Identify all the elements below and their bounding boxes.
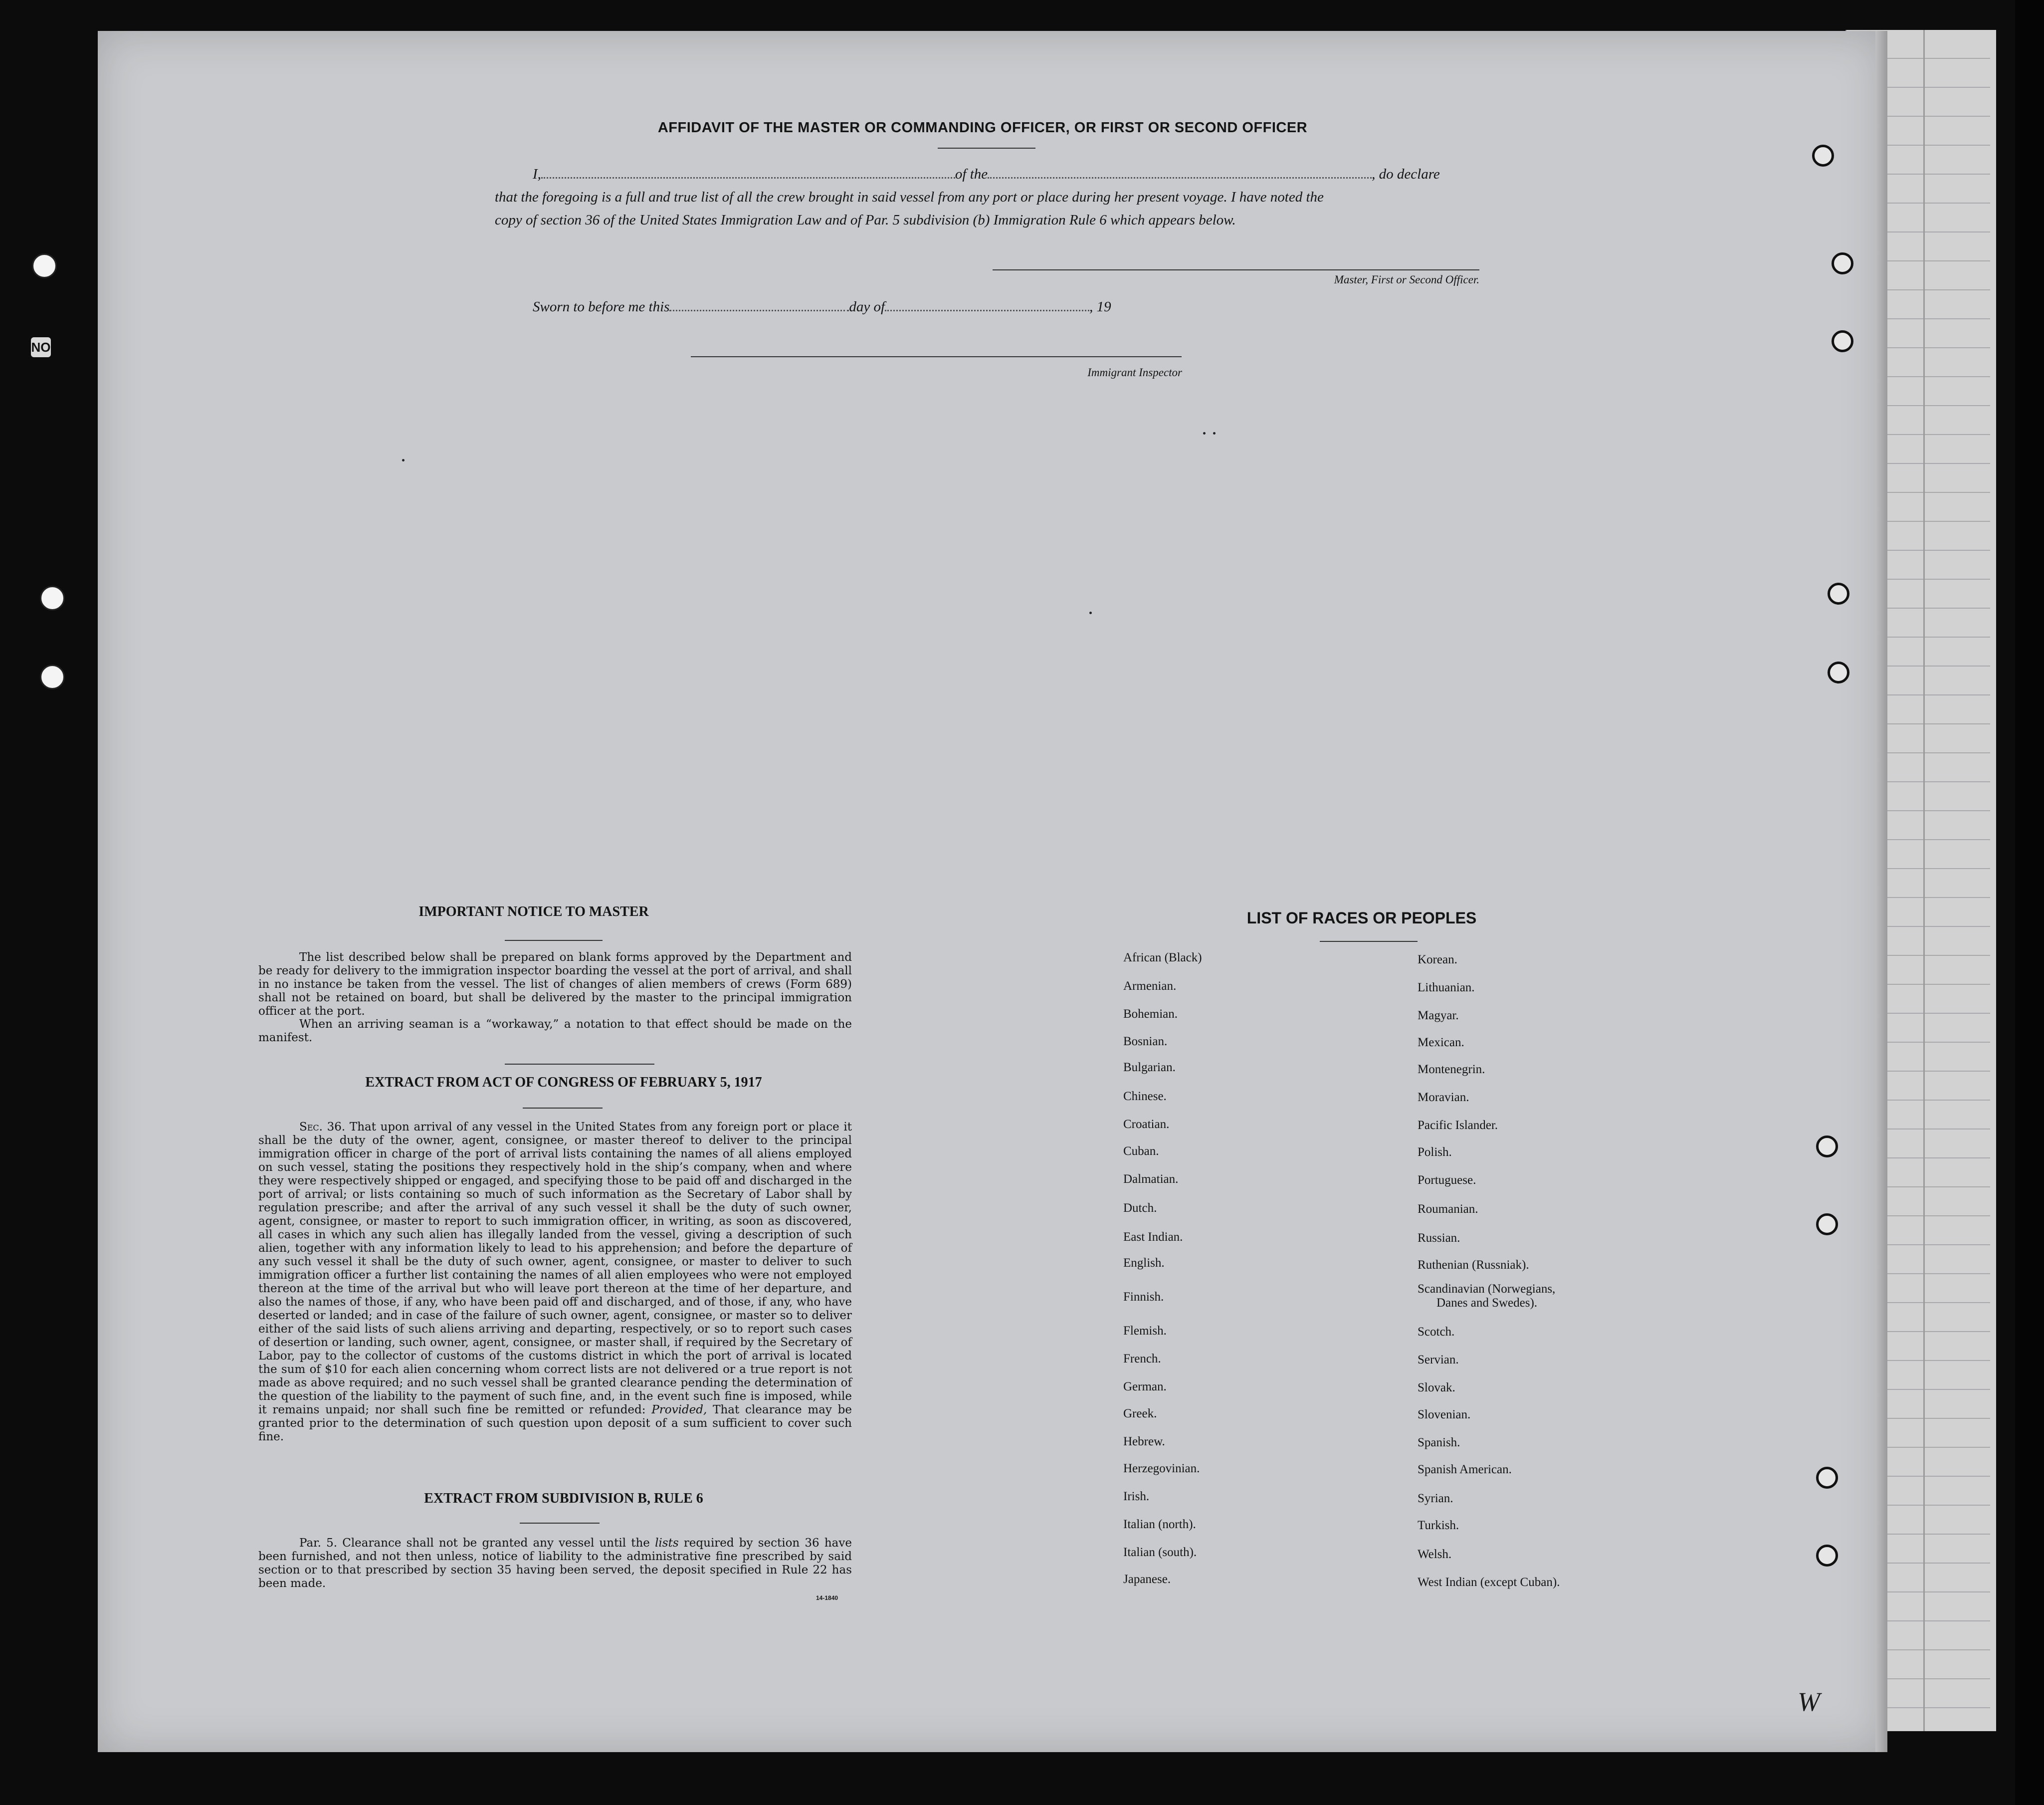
speck <box>1203 432 1206 435</box>
race-item: Armenian. <box>1123 979 1177 993</box>
race-item: Portuguese. <box>1418 1173 1476 1187</box>
ledger-margin-line <box>1923 30 1925 1731</box>
act-title: EXTRACT FROM ACT OF CONGRESS OF FEBRUARY 5, 1917 <box>365 1075 762 1090</box>
notice-divider <box>505 1064 654 1065</box>
race-item: Pacific Islander. <box>1418 1119 1498 1132</box>
punch-hole <box>1832 330 1853 352</box>
ledger-rule-lines <box>1875 30 1990 1731</box>
race-item: Dutch. <box>1123 1201 1157 1215</box>
handwritten-mark: W <box>1798 1687 1820 1717</box>
race-item: East Indian. <box>1123 1230 1183 1244</box>
notice-para-1: The list described below shall be prepared on blank forms approved by the Department and be ready for delivery to the immigration inspector boarding the vessel at the port of arrival, and shall in no instance be taken from the vessel. The list of changes of alien members of crews (Form 689) shall not be retained on board, but shall be delivered by the master to the principal immigration officer at the port. <box>258 951 852 1018</box>
race-item: German. <box>1123 1380 1167 1393</box>
vessel-blank[interactable] <box>988 165 1372 179</box>
rule-body <box>258 1537 852 1590</box>
binder-hole <box>40 586 65 611</box>
act-body <box>258 1121 852 1444</box>
race-item: West Indian (except Cuban). <box>1418 1576 1560 1589</box>
race-item: Finnish. <box>1123 1290 1164 1304</box>
race-item: Italian (north). <box>1123 1518 1196 1531</box>
race-item: Bosnian. <box>1123 1035 1168 1048</box>
punch-hole <box>1816 1467 1838 1489</box>
rule-body-post: required by section 36 have been furnished, and not then unless, notice of liability to the administrative fine prescribed by said section or to that prescribed by section 35 having been served, the deposit specified in Rule 22 has been made. <box>258 1537 852 1590</box>
sworn-month-blank[interactable] <box>885 298 1089 311</box>
margin-stamp: NO <box>31 337 51 357</box>
race-item: Russian. <box>1418 1231 1460 1245</box>
race-item: Bulgarian. <box>1123 1061 1176 1074</box>
race-item: Croatian. <box>1123 1118 1170 1131</box>
race-item: French. <box>1123 1352 1161 1365</box>
race-item: Japanese. <box>1123 1573 1171 1586</box>
race-item: Herzegovinian. <box>1123 1462 1200 1475</box>
act-tail: That clearance may be granted prior to the determination of such question upon deposit of a sum sufficient to cover such fine. <box>258 1403 852 1443</box>
inspector-signature-line[interactable] <box>691 356 1182 357</box>
race-item: Flemish. <box>1123 1324 1167 1338</box>
act-body-text: That upon arrival of any vessel in the United States from any foreign port or place it shall be the duty of the owner, agent, consignee, or master thereof to deliver to the principal immigration officer in charge of the port of arrival lists containing the names of all aliens employed on such vessel, stating the positions they respectively hold in the ship’s company, when and where they were respectively shipped or engaged, and specifying those to be paid off and discharged in the port of arrival; or lists containing so much of such information as the Secretary of Labor shall by regulation prescribe; and after the arrival of any such vessel it shall be the duty of such owner, agent, consignee, or master to report to such immigration officer, in writing, as soon as discovered, all cases in which any such alien has illegally landed from the vessel, giving a description of such alien, together with any information likely to lead to his apprehension; and before the departure of any such vessel it shall be the duty of such owner, agent, consignee, or master to deliver to such immigration officer a further list containing the names of all alien employees who were not employed thereon at the time of the arrival but who will leave port thereon at the time of her departure, and also the names of those, if any, who have been paid off and discharged, and of those, if any, who have deserted or landed; and in case of the failure of such owner, agent, consignee, or master so to deliver either of the said lists of such aliens arriving and departing, respectively, or so to report such cases of desertion or landing, such owner, agent, consignee, or master shall, if required by the Secretary of Labor, pay to the collector of customs of the customs district in which the port of arrival is located the sum of $10 for each alien concerning whom correct lists are not delivered or a true report is not made as above required; and no such vessel shall be granted clearance pending the determination of the question of the liability to the payment of such fine, and, in the event such fine is imposed, while it remains unpaid; nor shall such fine be remitted or refunded: <box>258 1121 852 1416</box>
sworn-year: , 19 <box>1089 299 1111 315</box>
race-item: Bohemian. <box>1123 1007 1178 1021</box>
speck <box>402 459 405 461</box>
sworn-day-blank[interactable] <box>669 298 849 311</box>
race-item: English. <box>1123 1256 1165 1270</box>
notice-title: IMPORTANT NOTICE TO MASTER <box>418 904 649 919</box>
race-item: Scandinavian (Norwegians, <box>1418 1282 1556 1296</box>
race-item: Hebrew. <box>1123 1435 1165 1448</box>
affidavit-line-1 <box>533 163 1480 186</box>
rule-body-lists: lists <box>655 1537 679 1550</box>
name-blank[interactable] <box>541 165 955 179</box>
act-underline <box>523 1108 603 1109</box>
race-item: Spanish American. <box>1418 1463 1512 1476</box>
punch-hole <box>1828 583 1849 605</box>
speck <box>1089 612 1092 614</box>
master-signature-line[interactable] <box>993 269 1479 270</box>
race-item: Montenegrin. <box>1418 1063 1485 1076</box>
punch-hole <box>1816 1135 1838 1157</box>
title-underline <box>938 148 1035 149</box>
act-sec-label: Sec. 36. <box>299 1121 346 1133</box>
punch-hole <box>1816 1213 1838 1235</box>
sworn-day-of: day of <box>849 299 885 315</box>
notice-para-2: When an arriving seaman is a “workaway,” a notation to that effect should be made on the manifest. <box>258 1018 852 1044</box>
race-item: Korean. <box>1418 953 1457 966</box>
affidavit-line-3: copy of section 36 of the United States Immigration Law and of Par. 5 subdivision (b) Immigration Rule 6 which appears below. <box>495 212 1236 228</box>
race-item: Polish. <box>1418 1145 1452 1159</box>
race-item: Spanish. <box>1418 1436 1460 1449</box>
affidavit-line-2: that the foregoing is a full and true list of all the crew brought in said vessel from any port or place during her present voyage. I have noted the <box>495 189 1324 205</box>
rule-underline <box>520 1523 600 1524</box>
race-item: Italian (south). <box>1123 1546 1197 1559</box>
binder-hole <box>40 665 65 689</box>
rule-body-pre: Par. 5. Clearance shall not be granted any vessel until the <box>299 1537 650 1550</box>
race-item: Moravian. <box>1418 1091 1469 1104</box>
inspector-caption: Immigrant Inspector <box>1087 366 1182 379</box>
race-item: Magyar. <box>1418 1009 1459 1022</box>
act-provided: Provided, <box>651 1403 707 1416</box>
notice-underline <box>505 940 603 941</box>
affidavit-i: I, <box>533 166 541 182</box>
affidavit-title: AFFIDAVIT OF THE MASTER OR COMMANDING OFFICER, OR FIRST OR SECOND OFFICER <box>657 120 1308 136</box>
master-caption: Master, First or Second Officer. <box>1334 273 1479 286</box>
race-item: Welsh. <box>1418 1548 1452 1561</box>
speck <box>1213 432 1216 435</box>
form-number: 14-1840 <box>816 1594 838 1601</box>
punch-hole <box>1812 145 1834 167</box>
race-item: Chinese. <box>1123 1090 1167 1103</box>
sworn-prefix: Sworn to before me this <box>533 299 670 315</box>
page-edge-shadow <box>1875 31 1887 1752</box>
race-item: Dalmatian. <box>1123 1172 1179 1186</box>
sworn-line <box>533 295 1231 318</box>
race-item-continuation: Danes and Swedes). <box>1436 1296 1538 1310</box>
races-underline <box>1320 941 1418 942</box>
scanner-dark-edge <box>2015 0 2044 1805</box>
punch-hole <box>1816 1545 1838 1567</box>
race-item: African (Black) <box>1123 951 1202 964</box>
race-item: Ruthenian (Russniak). <box>1418 1258 1529 1272</box>
race-item: Servian. <box>1418 1353 1459 1366</box>
race-item: Cuban. <box>1123 1144 1159 1158</box>
races-title: LIST OF RACES OR PEOPLES <box>1246 909 1477 927</box>
affidavit-declare: , do declare <box>1372 166 1440 182</box>
race-item: Roumanian. <box>1418 1202 1478 1216</box>
race-item: Greek. <box>1123 1407 1157 1420</box>
race-item: Scotch. <box>1418 1325 1455 1339</box>
race-item: Irish. <box>1123 1490 1150 1503</box>
race-item: Syrian. <box>1418 1492 1453 1505</box>
race-item: Mexican. <box>1418 1036 1464 1049</box>
race-item: Slovak. <box>1418 1381 1455 1394</box>
race-item: Lithuanian. <box>1418 981 1475 994</box>
rule-title: EXTRACT FROM SUBDIVISION B, RULE 6 <box>424 1491 703 1506</box>
binder-hole <box>32 253 57 278</box>
punch-hole <box>1828 662 1849 683</box>
race-item: Turkish. <box>1418 1519 1459 1532</box>
affidavit-of-the: of the <box>955 166 988 182</box>
race-item: Slovenian. <box>1418 1408 1471 1421</box>
punch-hole <box>1832 252 1853 274</box>
